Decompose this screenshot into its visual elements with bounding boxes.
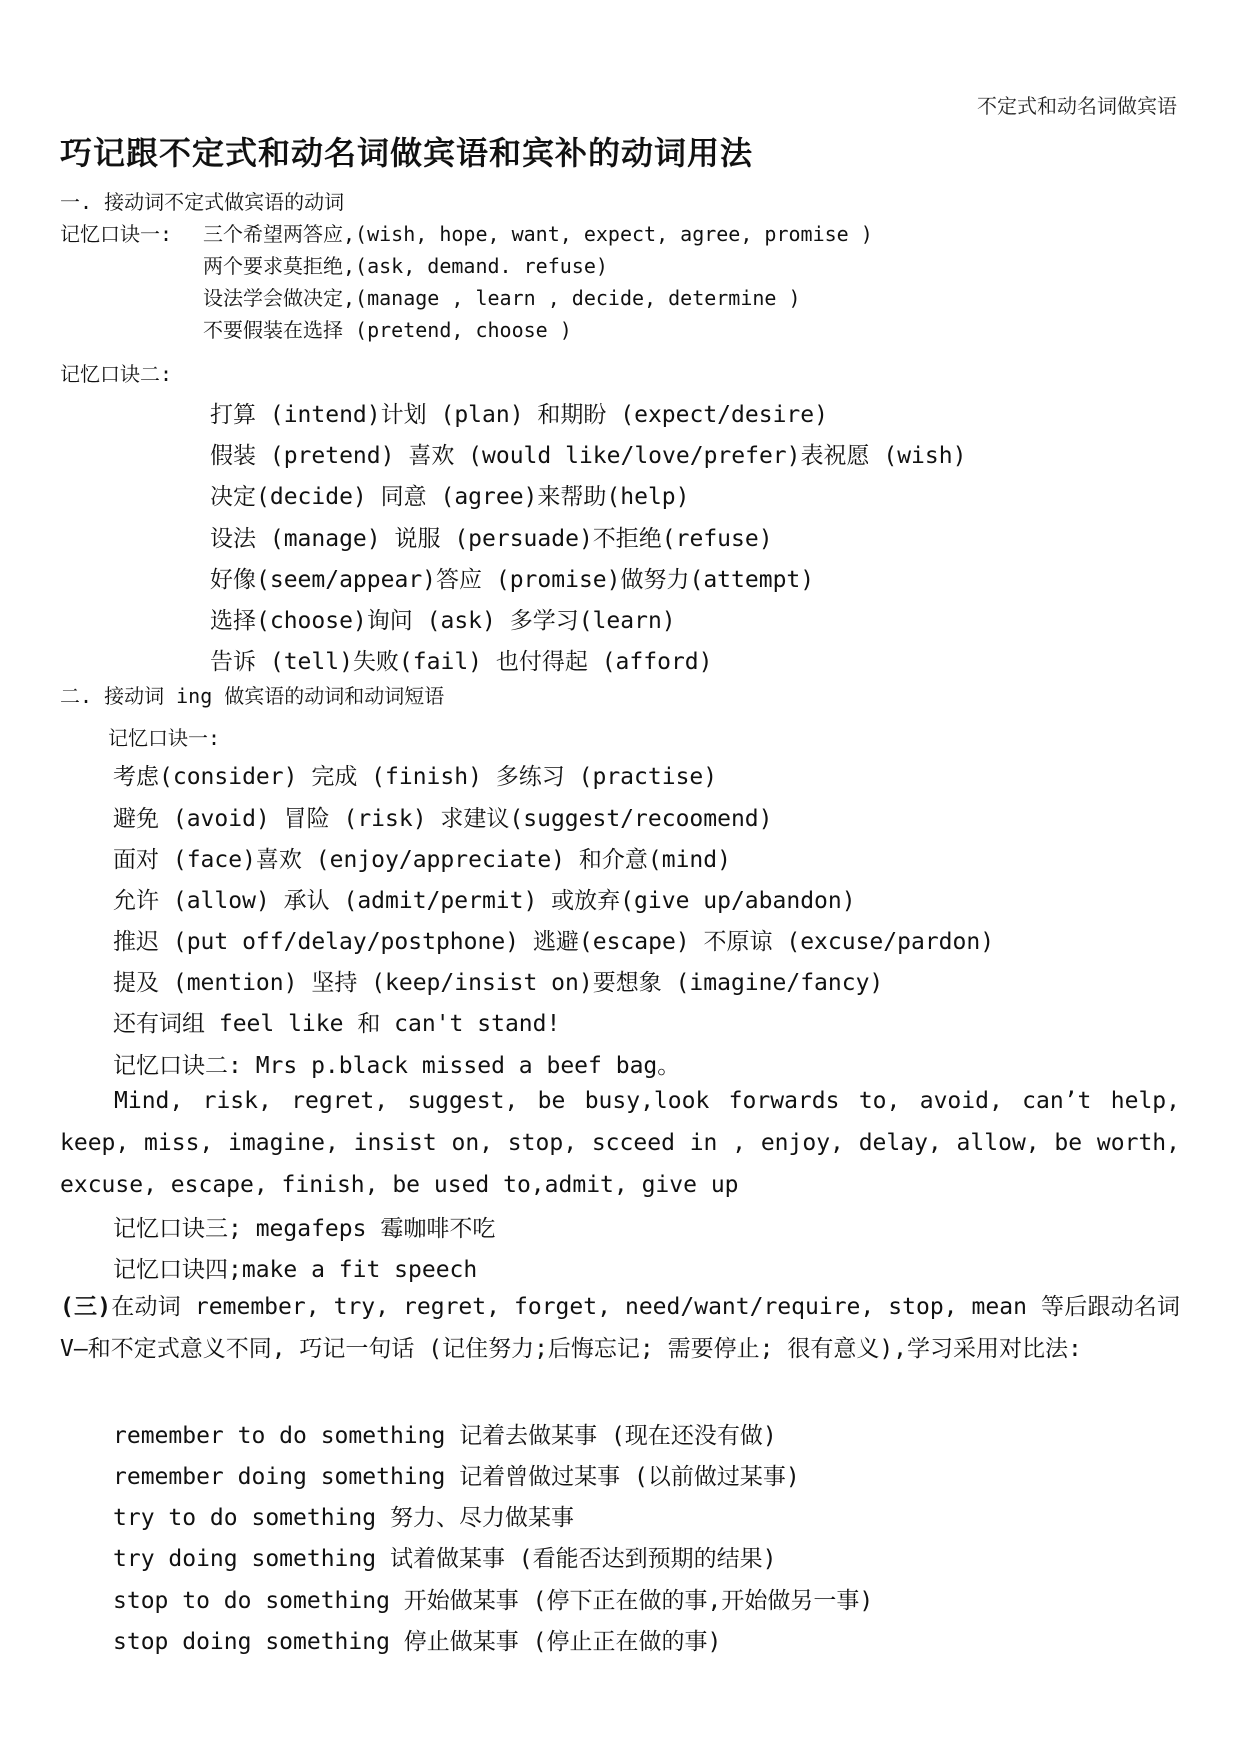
- example-line: remember to do something 记着去做某事 (现在还没有做): [113, 1423, 777, 1449]
- mnemonic-line: 告诉 (tell)失败(fail) 也付得起 (afford): [210, 649, 713, 675]
- mnemonic-label: 记忆口诀一:: [108, 726, 221, 750]
- example-line: try doing something 试着做某事 (看能否达到预期的结果): [113, 1546, 777, 1572]
- mnemonic-label: 记忆口诀一:: [60, 222, 173, 246]
- mnemonic-line: 还有词组 feel like 和 can't stand!: [113, 1011, 561, 1037]
- mnemonic-line: 记忆口诀二: Mrs p.black missed a beef bag。: [113, 1053, 681, 1079]
- section-heading-1: 一. 接动词不定式做宾语的动词: [60, 190, 345, 214]
- mnemonic-line: 设法 (manage) 说服 (persuade)不拒绝(refuse): [210, 526, 773, 552]
- example-line: stop doing something 停止做某事 (停止正在做的事): [113, 1629, 722, 1655]
- mnemonic-line: 选择(choose)询问 (ask) 多学习(learn): [210, 608, 676, 634]
- mnemonic-line: 允许 (allow) 承认 (admit/permit) 或放弃(give up/abandon): [113, 888, 856, 914]
- mnemonic-line: 打算 (intend)计划 (plan) 和期盼 (expect/desire): [210, 402, 828, 428]
- mnemonic-line: 考虑(consider) 完成 (finish) 多练习 (practise): [113, 764, 718, 790]
- mnemonic-line: 避免 (avoid) 冒险 (risk) 求建议(suggest/recoomend): [113, 806, 773, 832]
- mnemonic-line: 两个要求莫拒绝,(ask, demand. refuse): [203, 254, 608, 278]
- page-title: 巧记跟不定式和动名词做宾语和宾补的动词用法: [60, 134, 754, 172]
- mnemonic-line: 提及 (mention) 坚持 (keep/insist on)要想象 (imagine/fancy): [113, 970, 884, 996]
- mnemonic-line: 三个希望两答应,(wish, hope, want, expect, agree, promise ): [203, 222, 873, 246]
- example-line: remember doing something 记着曾做过某事 (以前做过某事): [113, 1464, 800, 1490]
- mnemonic-line: 推迟 (put off/delay/postphone) 逃避(escape) 不原谅 (excuse/pardon): [113, 929, 995, 955]
- mnemonic-line: 记忆口诀三; megafeps 霉咖啡不吃: [113, 1216, 496, 1242]
- mnemonic-line: 记忆口诀四;make a fit speech: [113, 1257, 478, 1283]
- mnemonic-line: 决定(decide) 同意 (agree)来帮助(help): [210, 484, 690, 510]
- mnemonic-line: 假装 (pretend) 喜欢 (would like/love/prefer)表祝愿 (wish): [210, 443, 967, 469]
- mnemonic-line: 设法学会做决定,(manage , learn , decide, determine ): [203, 286, 801, 310]
- mnemonic-line: 不要假装在选择 (pretend, choose ): [203, 318, 572, 342]
- mnemonic-line: 好像(seem/appear)答应 (promise)做努力(attempt): [210, 567, 815, 593]
- example-line: try to do something 努力、尽力做某事: [113, 1505, 574, 1531]
- verb-list-paragraph: Mind, risk, regret, suggest, be busy,look forwards to, avoid, can’t help, keep, miss, imagine, insist on, stop, scceed in , enjoy, delay, allow, be worth, excuse, escape, finish, be used to,admit, give up: [60, 1088, 1180, 1198]
- running-header: 不定式和动名词做宾语: [977, 94, 1177, 118]
- mnemonic-line: 面对 (face)喜欢 (enjoy/appreciate) 和介意(mind): [113, 847, 731, 873]
- section-3-text: 在动词 remember, try, regret, forget, need/want/require, stop, mean 等后跟动名词 V—和不定式意义不同, 巧记一句话 (记住努力;后悔忘记; 需要停止; 很有意义),学习采用对比法:: [60, 1294, 1180, 1362]
- section-heading-2: 二. 接动词 ing 做宾语的动词和动词短语: [60, 684, 445, 708]
- example-line: stop to do something 开始做某事 (停下正在做的事,开始做另一事): [113, 1588, 874, 1614]
- section-label-3: (三): [60, 1294, 112, 1320]
- mnemonic-label: 记忆口诀二:: [60, 362, 173, 386]
- section-3-intro: [60, 1286, 1180, 1370]
